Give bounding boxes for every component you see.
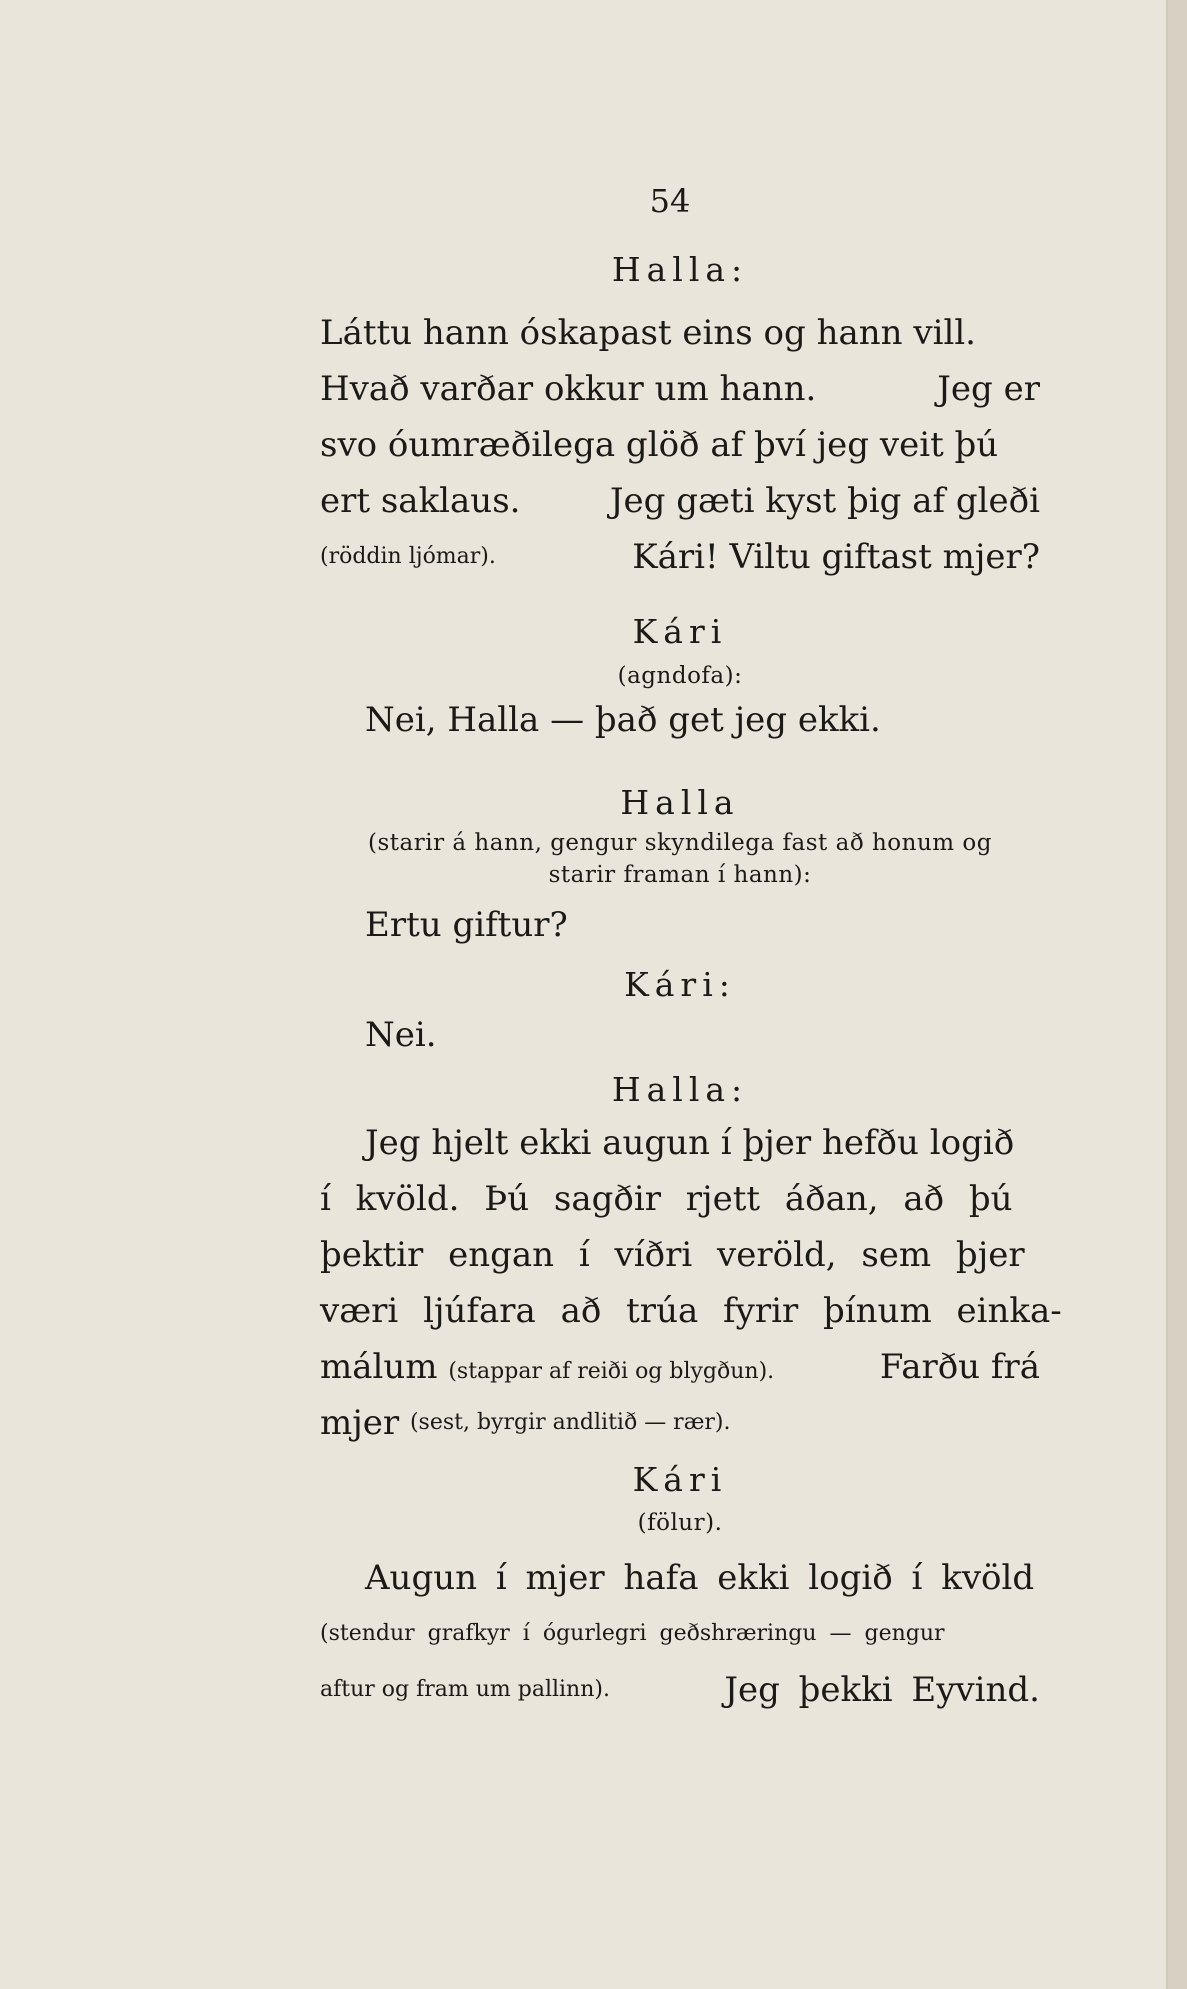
text-span: þektir engan í víðri veröld, sem þjer <box>320 1235 1025 1275</box>
text-line <box>320 1115 1040 1171</box>
speech-kari-1: Nei, Halla — það get jeg ekki. <box>365 700 881 740</box>
text-line <box>320 1606 1040 1662</box>
text-span: Jeg hjelt ekki augun í þjer hefðu logið <box>365 1123 1015 1163</box>
text-span: væri ljúfara að trúa fyrir þínum einka- <box>320 1291 1062 1331</box>
stage-direction: aftur og fram um pallinn). <box>320 1677 610 1702</box>
speech-halla-2: Ertu giftur? <box>365 905 568 945</box>
text-span: Augun í mjer hafa ekki logið í kvöld <box>365 1558 1035 1598</box>
speech-halla-3 <box>320 1115 1062 1451</box>
speaker-kari-3: Kári <box>632 1460 728 1499</box>
text-line <box>320 473 1040 529</box>
stage-direction: (sest, byrgir andlitið — rær). <box>409 1410 731 1435</box>
text-span: í kvöld. Þú sagðir rjett áðan, að þú <box>320 1179 1013 1219</box>
text-line <box>320 1395 1040 1451</box>
text-line <box>320 1283 1062 1339</box>
stage-direction-kari-1: (agndofa): <box>617 663 743 689</box>
text-span: málum <box>320 1347 438 1387</box>
text-line <box>320 1171 1040 1227</box>
speech-kari-3 <box>320 1550 1040 1718</box>
text-line <box>320 1550 1040 1606</box>
speaker-halla-3: Halla: <box>611 1070 749 1109</box>
text-span: Farðu frá <box>879 1347 1040 1387</box>
text-span: ert saklaus. <box>320 481 521 521</box>
text-span: svo óumræðilega glöð af því jeg veit þú <box>320 425 999 465</box>
stage-direction-halla-2a: (starir á hann, gengur skyndilega fast að honum og <box>368 830 992 856</box>
page-number: 54 <box>649 182 691 220</box>
text-span: Jeg gæti kyst þig af gleði <box>609 481 1040 521</box>
text-span: Kári! Viltu giftast mjer? <box>632 537 1040 577</box>
stage-direction: (stendur grafkyr í ógurlegri geðshræringu — gengur <box>320 1621 945 1646</box>
stage-direction: (stappar af reiði og blygðun). <box>448 1359 775 1384</box>
text-line <box>320 417 1040 473</box>
text-line <box>320 305 1040 361</box>
text-span: Jeg er <box>937 369 1040 409</box>
text-line <box>320 529 1040 585</box>
speech-kari-2: Nei. <box>365 1015 437 1055</box>
text-line <box>320 1662 1040 1718</box>
text-span: Láttu hann óskapast eins og hann vill. <box>320 313 976 353</box>
speaker-halla-2: Halla <box>620 783 740 822</box>
text-line <box>320 1339 1040 1395</box>
stage-direction: (röddin ljómar). <box>320 544 496 569</box>
stage-direction-halla-2b: starir framan í hann): <box>548 862 812 888</box>
text-line <box>320 361 1040 417</box>
stage-direction-kari-3: (fölur). <box>637 1510 723 1536</box>
text-span: mjer <box>320 1403 400 1443</box>
speaker-kari-1: Kári <box>632 612 728 651</box>
speech-halla-1 <box>320 305 1040 585</box>
text-span: Hvað varðar okkur um hann. <box>320 369 817 409</box>
book-spine <box>1166 0 1187 1989</box>
speaker-kari-2: Kári: <box>624 965 736 1004</box>
speaker-halla-1: Halla: <box>611 250 749 289</box>
text-span: Jeg þekki Eyvind. <box>724 1670 1040 1710</box>
text-line <box>320 1227 1040 1283</box>
